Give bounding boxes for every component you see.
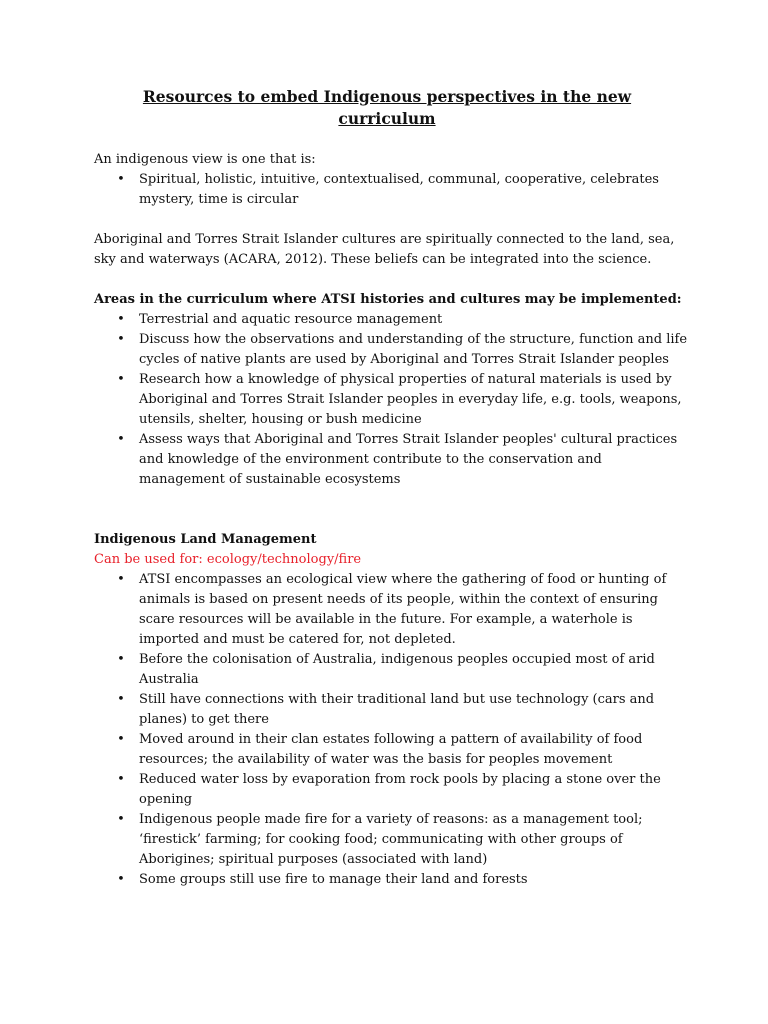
- land-bullet-item: [94, 870, 688, 890]
- areas-bullet-item: [94, 370, 688, 430]
- land-bullet-item: [94, 770, 688, 810]
- land-bullet-text: Some groups still use fire to manage their land and forests: [139, 872, 528, 887]
- bullet-icon: •: [117, 652, 125, 667]
- areas-heading: Areas in the curriculum where ATSI histories and cultures may be implemented:: [94, 292, 682, 307]
- intro-bullet-text: Spiritual, holistic, intuitive, contextualised, communal, cooperative, celebrates mystery, time is circular: [139, 172, 659, 207]
- bullet-icon: •: [117, 432, 125, 447]
- areas-bullet-text: Research how a knowledge of physical properties of natural materials is used by Aboriginal and Torres Strait Islander peoples in everyday life, e.g. tools, weapons, utensils, shelter, housing or bush medicine: [139, 372, 682, 427]
- bullet-icon: •: [117, 332, 125, 347]
- land-management-bullet-list: [94, 570, 688, 890]
- land-bullet-item: [94, 650, 688, 690]
- bullet-icon: •: [117, 872, 125, 887]
- land-bullet-item: [94, 810, 688, 870]
- bullet-icon: •: [117, 812, 125, 827]
- bullet-icon: •: [117, 572, 125, 587]
- bullet-icon: •: [117, 312, 125, 327]
- intro-lead: An indigenous view is one that is:: [94, 152, 316, 167]
- bullet-icon: •: [117, 772, 125, 787]
- areas-bullet-text: Terrestrial and aquatic resource management: [139, 312, 443, 327]
- intro-bullet-item: [94, 170, 688, 210]
- areas-bullet-list: [94, 310, 688, 490]
- bullet-icon: •: [117, 732, 125, 747]
- document-title: Resources to embed Indigenous perspectives in the new curriculum: [142, 87, 632, 128]
- land-bullet-text: Before the colonisation of Australia, indigenous peoples occupied most of arid Australia: [139, 652, 655, 687]
- intro-bullet-list: [94, 170, 688, 210]
- areas-bullet-item: [94, 310, 688, 330]
- areas-bullet-item: [94, 330, 688, 370]
- land-bullet-text: Still have connections with their traditional land but use technology (cars and planes) to get there: [139, 692, 655, 727]
- land-bullet-text: ATSI encompasses an ecological view where the gathering of food or hunting of animals is based on present needs of its people, within the context of ensuring scare resources will be available in the future. For example, a waterhole is imported and must be catered for, not depleted.: [139, 572, 667, 647]
- land-bullet-text: Indigenous people made fire for a variety of reasons: as a management tool; ‘firestick’ farming; for cooking food; communicating with other groups of Aborigines; spiritual purposes (associated with land): [139, 812, 643, 867]
- bullet-icon: •: [117, 692, 125, 707]
- land-bullet-text: Reduced water loss by evaporation from rock pools by placing a stone over the opening: [139, 772, 661, 807]
- land-bullet-item: [94, 570, 688, 650]
- connection-paragraph: Aboriginal and Torres Strait Islander cultures are spiritually connected to the land, sea, sky and waterways (ACARA, 2012). These beliefs can be integrated into the science.: [94, 232, 675, 267]
- areas-bullet-text: Assess ways that Aboriginal and Torres Strait Islander peoples' cultural practices and knowledge of the environment contribute to the conservation and management of sustainable ecosystems: [139, 432, 678, 487]
- areas-bullet-text: Discuss how the observations and understanding of the structure, function and life cycles of native plants are used by Aboriginal and Torres Strait Islander peoples: [139, 332, 688, 367]
- areas-bullet-item: [94, 430, 688, 490]
- land-management-heading: Indigenous Land Management: [94, 532, 317, 547]
- bullet-icon: •: [117, 172, 125, 187]
- land-bullet-item: [94, 690, 688, 730]
- land-bullet-text: Moved around in their clan estates following a pattern of availability of food resources; the availability of water was the basis for peoples movement: [139, 732, 643, 767]
- used-for-note: Can be used for: ecology/technology/fire: [94, 552, 362, 567]
- land-bullet-item: [94, 730, 688, 770]
- bullet-icon: •: [117, 372, 125, 387]
